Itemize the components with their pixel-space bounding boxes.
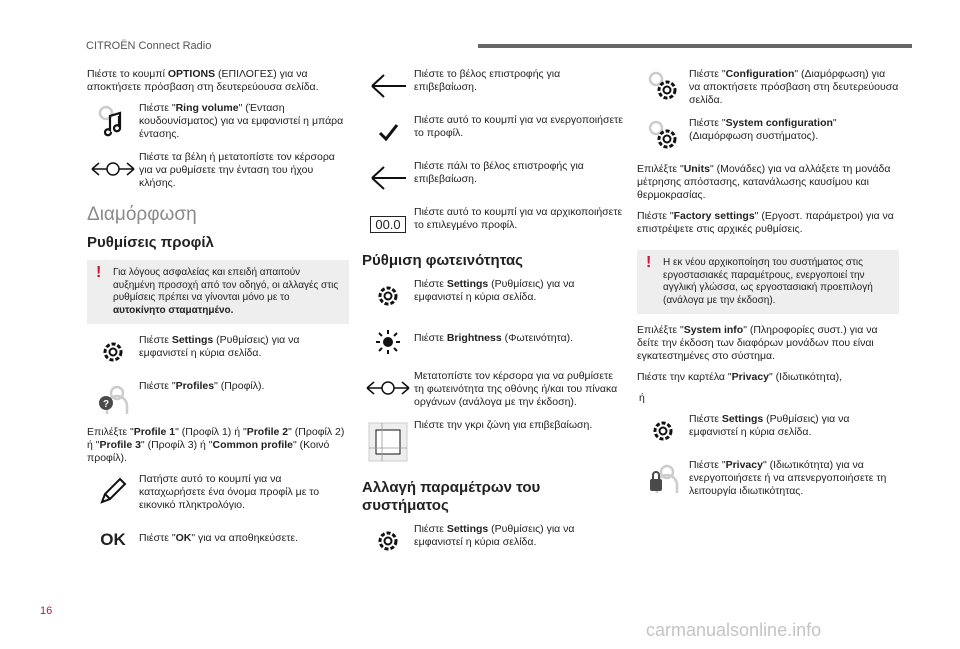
privacy-row <box>637 459 899 498</box>
safety-warning: ! Για λόγους ασφαλείας και επειδή απαιτούν αυξημένη προσοχή από τον οδηγό, οι αλλαγές στις ρυθμίσεις πρέπει να γίνονται μόνο με το αυτοκίνητο σταματημένο. <box>87 260 349 324</box>
settings-text-2: Πιέστε Settings (Ρυθμίσεις) για να εμφανιστεί η κύρια σελίδα. <box>414 278 575 303</box>
warning-icon: ! <box>646 254 652 271</box>
pencil-text: Πατήστε αυτό το κουμπί για να καταχωρήσετε ένα όνομα προφίλ με το εικονικό πληκτρολόγιο. <box>139 473 320 511</box>
checkmark-icon <box>362 114 414 150</box>
column-3 <box>637 68 899 508</box>
column-1 <box>87 68 349 568</box>
back2-row <box>362 160 624 196</box>
gear-music-icon <box>87 102 139 138</box>
brightness-icon <box>362 324 414 360</box>
back-arrow-icon <box>362 160 414 196</box>
settings-text: Πιέστε Settings (Ρυθμίσεις) για να εμφανιστεί η κύρια σελίδα. <box>139 334 300 359</box>
page-header: CITROËN Connect Radio <box>86 40 212 52</box>
slider-arrows-icon <box>362 370 414 406</box>
column-2 <box>362 68 624 569</box>
privacy-text: Πιέστε "Privacy" (Ιδιωτικότητα) για να ενεργοποιήσετε ή να απενεργοποιήσετε τη λειτουργία ιδιωτικότητας. <box>689 459 887 497</box>
brightness-title: Ρύθμιση φωτεινότητας <box>362 252 523 269</box>
arrows-row <box>87 151 349 190</box>
header-bar <box>478 44 912 48</box>
factory-warning: ! Η εκ νέου αρχικοποίηση του συστήματος στις εργοστασιακές παραμέτρους, ενεργοποιεί την αγγλική γλώσσα, ως εργοστασιακή προεπιλογή (ανάλογα με την έκδοση). <box>637 250 899 314</box>
privacy-lock-icon <box>637 459 689 495</box>
cursor-row <box>362 370 624 409</box>
settings-row-4 <box>637 413 899 449</box>
gear-icon <box>362 278 414 314</box>
reset-row <box>362 206 624 242</box>
gear-icon <box>362 523 414 559</box>
back2-text: Πιέστε πάλι το βέλος επιστροφής για επιβεβαίωση. <box>414 160 584 185</box>
brightness-row <box>362 324 624 360</box>
brightness-text: Πιέστε Brightness (Φωτεινότητα). <box>414 332 574 344</box>
back1-row <box>362 68 624 104</box>
subsection-title: Ρυθμίσεις προφίλ <box>87 234 214 251</box>
grey-zone-row <box>362 419 624 465</box>
back1-text: Πιέστε το βέλος επιστροφής για επιβεβαίωση. <box>414 68 561 93</box>
settings-row-3 <box>362 523 624 559</box>
back-arrow-icon <box>362 68 414 104</box>
gear-icon <box>637 413 689 449</box>
system-config-text: Πιέστε "System configuration" (Διαμόρφωση συστήματος). <box>689 117 837 142</box>
gear-gear-icon <box>637 117 689 153</box>
gear-gear-icon <box>637 68 689 104</box>
check-text: Πιέστε αυτό το κουμπί για να ενεργοποιήσετε το προφίλ. <box>414 114 623 139</box>
reset-text: Πιέστε αυτό το κουμπί για να αρχικοποιήσετε το επιλεγμένο προφίλ. <box>414 206 623 231</box>
slider-arrows-icon <box>87 151 139 187</box>
settings-row-2 <box>362 278 624 314</box>
system-info-text: Επιλέξτε "System info" (Πληροφορίες συστ.) για να δείτε την έκδοση των διαφόρων μονάδων που είναι εγκατεστημένες στο σύστημα. <box>637 324 878 362</box>
grey-zone-icon <box>362 419 414 465</box>
settings-text-4: Πιέστε Settings (Ρυθμίσεις) για να εμφανιστεί η κύρια σελίδα. <box>689 413 850 438</box>
select-profile-text: Επιλέξτε "Profile 1" (Προφίλ 1) ή "Profile 2" (Προφίλ 2) ή "Profile 3" (Προφίλ 3) ή "Common profile" (Κοινό προφίλ). <box>87 426 345 464</box>
settings-row <box>87 334 349 370</box>
section-title: Διαμόρφωση <box>87 204 197 225</box>
ring-volume-text: Πιέστε "Ring volume" (Ένταση κουδουνίσματος) για να εμφανιστεί η μπάρα έντασης. <box>139 102 344 140</box>
or-text: ή <box>639 392 645 404</box>
configuration-text: Πιέστε "Configuration" (Διαμόρφωση) για να αποκτήσετε πρόσβαση στη δευτερεύουσα σελίδα. <box>689 68 899 106</box>
pencil-row <box>87 473 349 512</box>
intro-text: Πιέστε το κουμπί OPTIONS (ΕΠΙΛΟΓΕΣ) για να αποκτήσετε πρόσβαση στη δευτερεύουσα σελίδα. <box>87 68 319 93</box>
grey-zone-text: Πιέστε την γκρι ζώνη για επιβεβαίωση. <box>414 419 593 431</box>
pencil-icon <box>87 473 139 509</box>
svg-text:?: ? <box>102 399 110 410</box>
warning-icon: ! <box>96 264 102 281</box>
footer-watermark: carmanualsonline.info <box>646 620 822 640</box>
reset-icon: 00.0 <box>362 206 414 242</box>
units-text: Επιλέξτε "Units" (Μονάδες) για να αλλάξετε τη μονάδα μέτρησης απόστασης, κατανάλωσης καυσίμου και θερμοκρασίας. <box>637 163 891 201</box>
check-row <box>362 114 624 150</box>
factory-text: Πιέστε "Factory settings" (Εργοστ. παράμετροι) για να επιστρέψετε στις αρχικές ρυθμίσεις. <box>637 210 894 235</box>
gear-icon <box>87 334 139 370</box>
ring-volume-row <box>87 102 349 141</box>
ok-icon: OK <box>100 530 126 549</box>
ok-row <box>87 522 349 558</box>
arrows-text: Πιέστε τα βέλη ή μετατοπίστε τον κέρσορα για να ρυθμίσετε την ένταση του ήχου κλήσης. <box>139 151 335 189</box>
settings-text-3: Πιέστε Settings (Ρυθμίσεις) για να εμφανιστεί η κύρια σελίδα. <box>414 523 575 548</box>
ok-text: Πιέστε "OK" για να αποθηκεύσετε. <box>139 532 299 544</box>
profile-icon <box>87 380 139 416</box>
profiles-row <box>87 380 349 416</box>
cursor-text: Μετατοπίστε τον κέρσορα για να ρυθμίσετε τη φωτεινότητα της οθόνης ή/και του πίνακα οργάνων (ανάλογα με την έκδοση). <box>414 370 618 408</box>
privacy-tab-text: Πιέστε την καρτέλα "Privacy" (Ιδιωτικότητα), <box>637 371 843 383</box>
system-config-row <box>637 117 899 153</box>
system-title: Αλλαγή παραμέτρων του συστήματος <box>362 479 541 514</box>
profiles-text: Πιέστε "Profiles" (Προφίλ). <box>139 380 265 392</box>
page-number: 16 <box>40 605 53 617</box>
configuration-row <box>637 68 899 107</box>
